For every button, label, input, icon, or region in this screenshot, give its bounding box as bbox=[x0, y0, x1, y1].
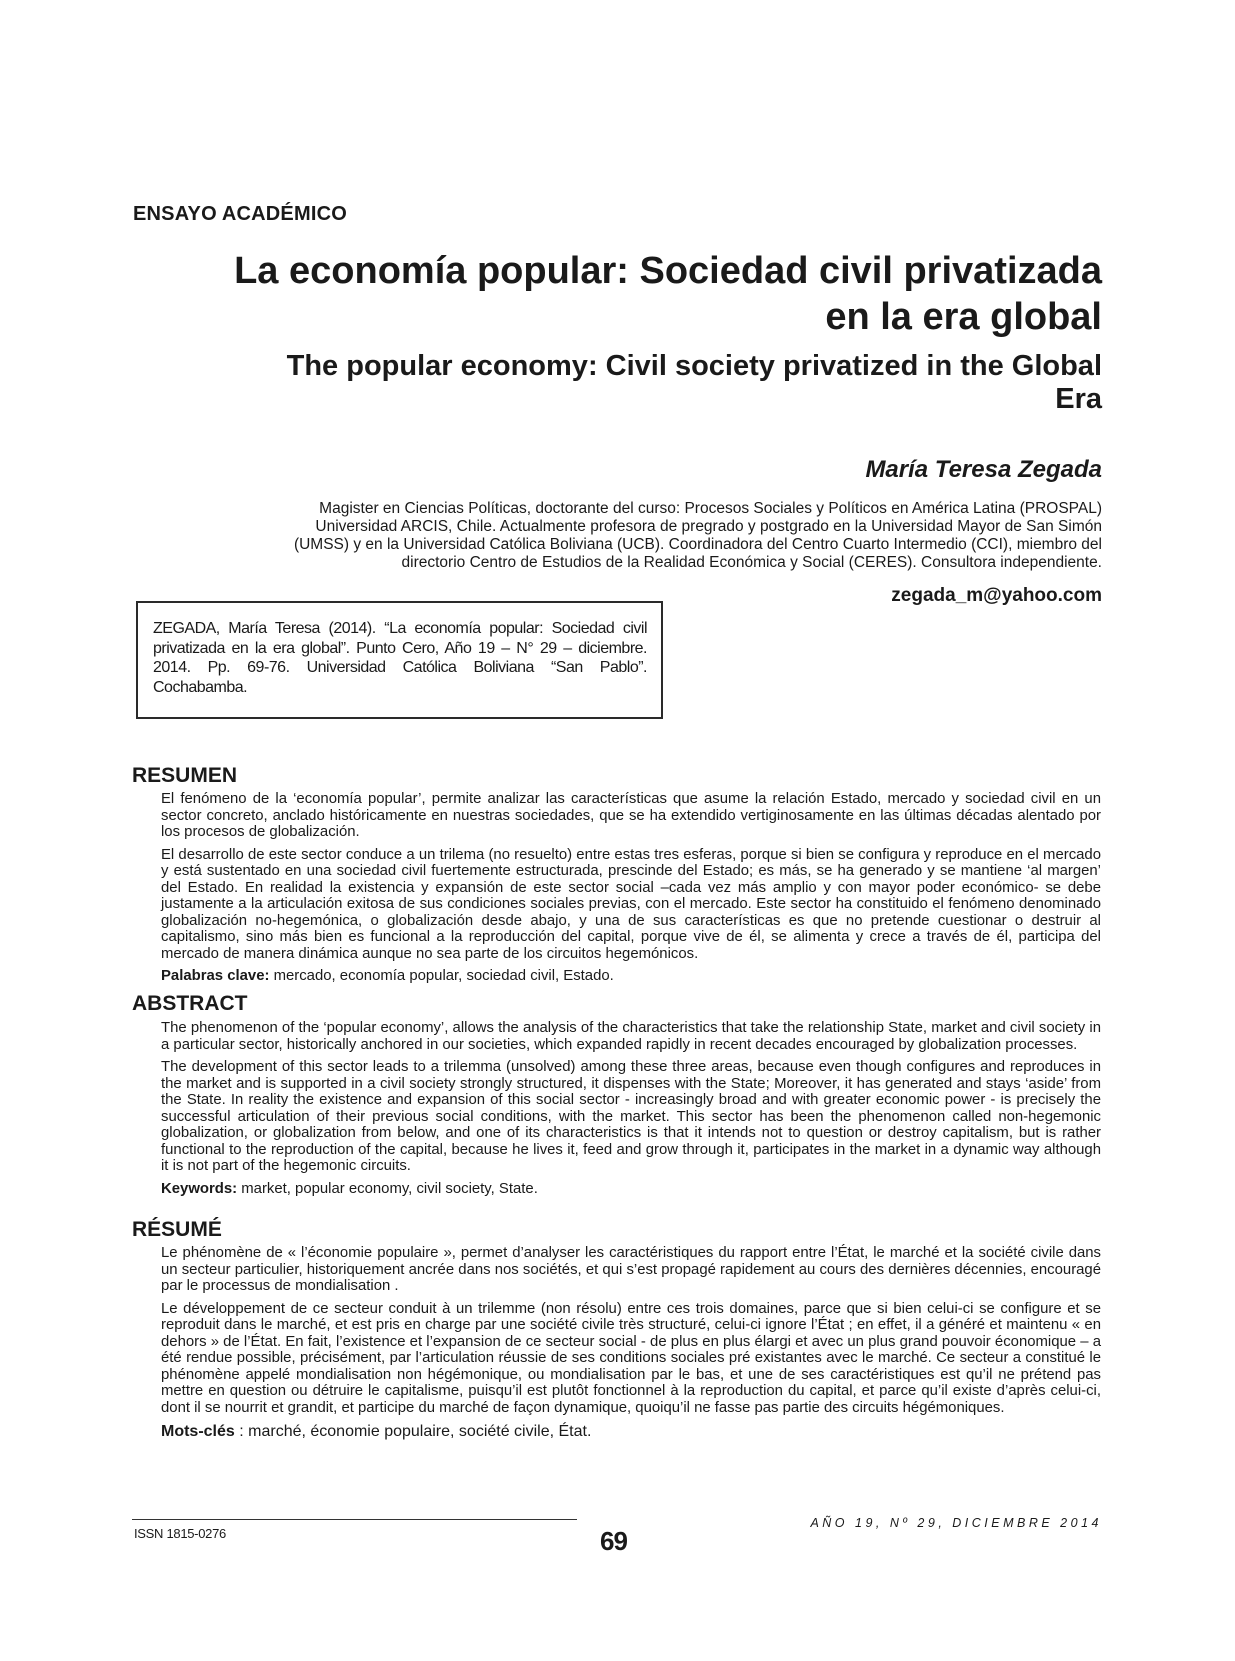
abstract-body bbox=[161, 1020, 1101, 1203]
affiliation-line: directorio Centro de Estudios de la Realidad Económica y Social (CERES). Consultora independiente. bbox=[401, 554, 1102, 571]
resume-paragraph: Le phénomène de « l’économie populaire », permet d’analyser les caractéristiques du rapport entre l’État, le marché et la société civile dans un secteur particulier, historiquement ancrée dans nos sociétés, et qui s’est propagé rapidement au cours des dernières décennies, encouragé par le processus de mondialisation . bbox=[161, 1245, 1101, 1294]
keywords-label: Mots-clés bbox=[161, 1423, 235, 1440]
resumen-paragraph: El fenómeno de la ‘economía popular’, permite analizar las características que asume la relación Estado, mercado y sociedad civil en un sector concreto, anclado históricamente en nuestras sociedades, que se ha extendido vertiginosamente en las últimas décadas alentado por los procesos de globalización. bbox=[161, 791, 1101, 840]
resume-body bbox=[161, 1245, 1101, 1447]
title-english bbox=[142, 350, 1102, 416]
footer-divider bbox=[132, 1519, 577, 1520]
author-name: María Teresa Zegada bbox=[865, 456, 1102, 483]
footer-issn: ISSN 1815-0276 bbox=[134, 1526, 226, 1541]
page-number: 69 bbox=[600, 1526, 627, 1556]
title-english-line-2: Era bbox=[1055, 383, 1102, 415]
title-spanish bbox=[142, 248, 1102, 340]
title-spanish-line-2: en la era global bbox=[825, 296, 1102, 338]
keywords-text: mercado, economía popular, sociedad civil, Estado. bbox=[269, 968, 614, 984]
section-tag: ENSAYO ACADÉMICO bbox=[133, 203, 347, 225]
resume-heading: RÉSUMÉ bbox=[132, 1218, 222, 1241]
affiliation-line: (UMSS) y en la Universidad Católica Boliviana (UCB). Coordinadora del Centro Cuarto Intermedio (CCI), miembro del bbox=[293, 536, 1102, 553]
keywords-label: Palabras clave: bbox=[161, 968, 270, 984]
footer-issue: AÑO 19, Nº 29, DICIEMBRE 2014 bbox=[810, 1516, 1102, 1530]
affiliation-line: Magister en Ciencias Políticas, doctorante del curso: Procesos Sociales y Políticos en América Latina (PROSPAL) bbox=[319, 500, 1102, 517]
resume-paragraph: Le développement de ce secteur conduit à un trilemme (non résolu) entre ces trois domaines, parce que si bien celui-ci se configure et se reproduit dans le marché, et est pris en charge par une société civile très structuré, celui-ci ignore l’État ; en effet, il a généré et maintenu « en dehors » de l’État. En fait, l’existence et l’expansion de ce secteur social - de plus en plus élargi et avec un plus grand pouvoir économique – a été rendue possible, précisément, par l’articulation réussie de ses conditions sociales pré existantes avec le marché. Ce secteur a constitué le phénomène appelé mondialisation non hégémonique, ou mondialisation par le bas, et une de ses caractéristiques est qu’il ne prétend pas mettre en question ou détruire le capitalisme, puisqu’il est plutôt fonctionnel à la reproduction du capital, et parce qu’il existe d’après celui-ci, dont il se nourrit et grandit, et participe du marché de façon dynamique, quoiqu’il ne fasse pas partie des circuits hégémoniques. bbox=[161, 1300, 1101, 1416]
affiliation-line: Universidad ARCIS, Chile. Actualmente profesora de pregrado y postgrado en la Universidad Mayor de San Simón bbox=[315, 518, 1102, 535]
resumen-keywords bbox=[161, 968, 1101, 985]
resumen-paragraph: El desarrollo de este sector conduce a un trilema (no resuelto) entre estas tres esferas, porque si bien se configura y reproduce en el mercado y está sustentado en una sociedad civil fuertemente estructurada, prescinde del Estado; es más, se ha generado y se mantiene ‘al margen’ del Estado. En realidad la existencia y expansión de este sector social –cada vez más amplio y con mayor poder económico- se debe justamente a la articulación exitosa de sus condiciones sociales previas, con el mercado. Este sector ha constituido el fenómeno denominado globalización no-hegemónica, o globalización desde abajo, y una de sus características es que no pretende cuestionar o destruir al capitalismo, sino más bien es funcional a la reproducción del capital, porque vive de él, se alimenta y crece a través de él, participa del mercado de manera dinámica aunque no sea parte de los circuitos hegemónicos. bbox=[161, 846, 1101, 962]
abstract-paragraph: The phenomenon of the ‘popular economy’, allows the analysis of the characteristics that take the relationship State, market and civil society in a particular sector, historically anchored in our societies, which expanded rapidly in recent decades encouraged by globalization processes. bbox=[161, 1020, 1101, 1053]
citation-text: ZEGADA, María Teresa (2014). “La economía popular: Sociedad civil privatizada en la era global”. Punto Cero, Año 19 – N° 29 – diciembre. 2014. Pp. 69-76. Universidad Católica Boliviana “San Pablo”. Cochabamba. bbox=[153, 620, 647, 696]
resumen-body bbox=[161, 791, 1101, 991]
abstract-keywords bbox=[161, 1181, 1101, 1198]
title-english-line-1: The popular economy: Civil society privatized in the Global bbox=[286, 350, 1102, 382]
author-email[interactable]: zegada_m@yahoo.com bbox=[891, 585, 1102, 606]
citation-box bbox=[136, 601, 663, 719]
author-affiliation bbox=[122, 500, 1102, 572]
abstract-paragraph: The development of this sector leads to a trilemma (unsolved) among these three areas, because even though configures and reproduces in the market and is supported in a civil society strongly structured, it dispenses with the State; Moreover, it has generated and stays ‘aside’ from the State. In reality the existence and expansion of this social sector - increasingly broad and with greater economic power - is precisely the successful articulation of their previous social conditions, with the market. This sector has been the phenomenon called non-hegemonic globalization, or globalization from below, and one of its characteristics is that it intends not to question or destroy capitalism, but is rather functional to the reproduction of the capital, because he lives it, feed and grow through it, participates in the market in a dynamic way although it is not part of the hegemonic circuits. bbox=[161, 1059, 1101, 1174]
title-spanish-line-1: La economía popular: Sociedad civil privatizada bbox=[234, 250, 1102, 292]
resumen-heading: RESUMEN bbox=[132, 764, 238, 787]
abstract-heading: ABSTRACT bbox=[132, 992, 248, 1015]
keywords-text: : marché, économie populaire, société civile, État. bbox=[234, 1423, 592, 1440]
resume-keywords bbox=[161, 1424, 1101, 1441]
keywords-text: market, popular economy, civil society, State. bbox=[237, 1180, 538, 1197]
keywords-label: Keywords: bbox=[161, 1180, 238, 1197]
